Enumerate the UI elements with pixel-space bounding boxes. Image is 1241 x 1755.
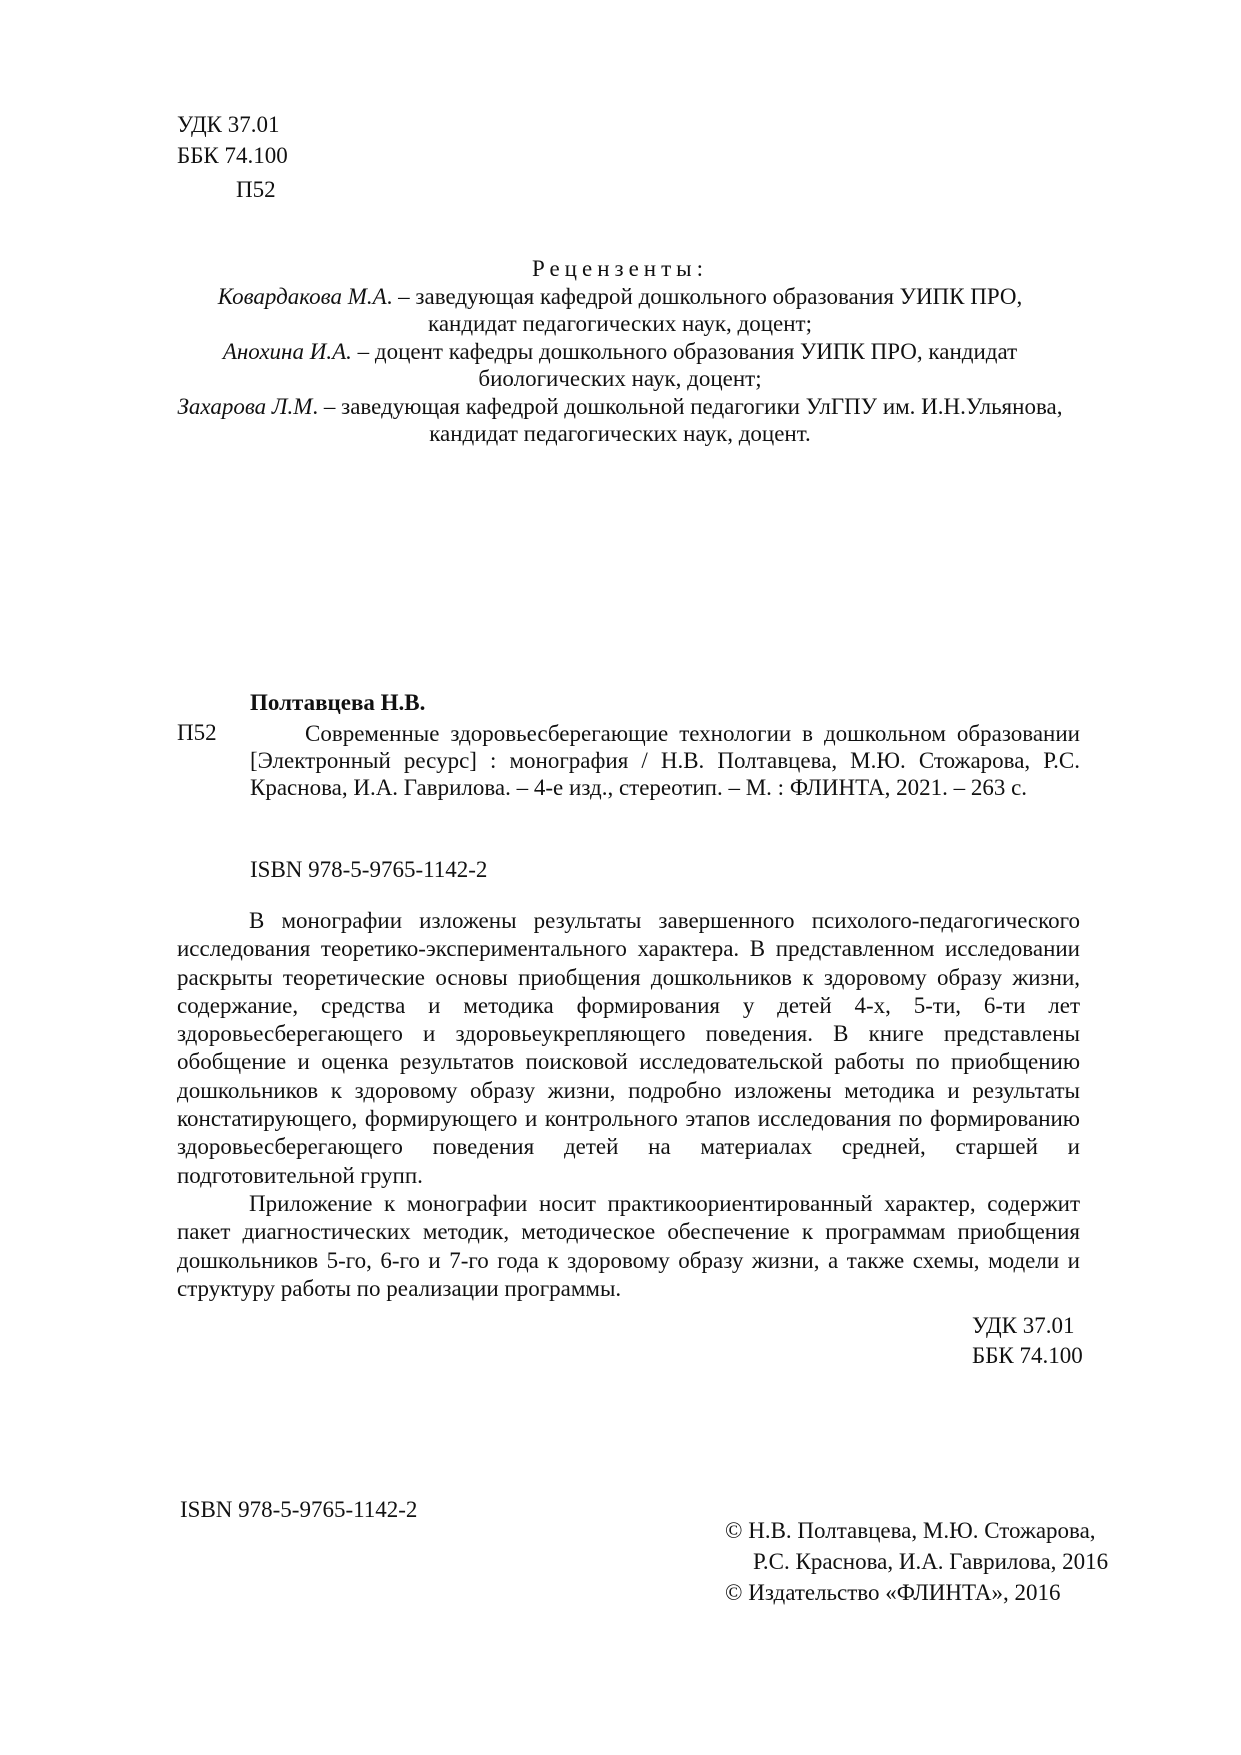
- annotation: [177, 907, 1080, 1303]
- reviewer-1-line: Ковардакова М.А. – заведующая кафедрой дошкольного образования УИПК ПРО,: [217, 283, 1023, 309]
- book-description: Современные здоровьесберегающие технологии в дошкольном образовании [Электронный ресурс] : монография / Н.В. Полтавцева, М.Ю. Стожарова, Р.С. Краснова, И.А. Гаврилова. – 4-е изд., стереотип. – М. : ФЛИНТА, 2021. – 263 с.: [250, 721, 1080, 800]
- reviewer-3-name: Захарова Л.М: [177, 393, 313, 419]
- reviewer-2-position: – доцент кафедры дошкольного образования УИПК ПРО, кандидат: [351, 338, 1018, 364]
- reviewers-heading: Рецензенты:: [531, 256, 709, 281]
- copyright-authors-cont: Р.С. Краснова, И.А. Гаврилова, 2016: [753, 1549, 1109, 1574]
- reviewer-1-position: – заведующая кафедрой дошкольного образования УИПК ПРО,: [392, 283, 1023, 309]
- author-sign-code: П52: [236, 177, 276, 202]
- book-sign-code: П52: [177, 720, 217, 745]
- footer-bbk-code: ББК 74.100: [972, 1343, 1083, 1368]
- reviewer-1-degree: кандидат педагогических наук, доцент;: [428, 311, 812, 336]
- copyright-publisher: © Издательство «ФЛИНТА», 2016: [725, 1580, 1061, 1605]
- book-author: Полтавцева Н.В.: [250, 690, 426, 715]
- reviewer-2-line: [160, 338, 1080, 366]
- annotation-paragraph-2: Приложение к монографии носит практикоориентированный характер, содержит пакет диагностических методик, методическое обеспечение к программам приобщения дошкольников 5-го, 6-го и 7-го года к здоровому образу жизни, а также схемы, модели и структуру работы по реализации программы.: [177, 1190, 1080, 1301]
- reviewers-block: [160, 255, 1080, 448]
- reviewer-3-line: Захарова Л.М. – заведующая кафедрой дошкольной педагогики УлГПУ им. И.Н.Ульянова,: [177, 393, 1063, 419]
- reviewer-1-name: Ковардакова М.А: [217, 283, 387, 309]
- copyright-authors: © Н.В. Полтавцева, М.Ю. Стожарова,: [725, 1518, 1096, 1543]
- footer-udk-code: УДК 37.01: [972, 1313, 1075, 1338]
- reviewer-3-degree: кандидат педагогических наук, доцент.: [429, 421, 811, 446]
- book-isbn: ISBN 978-5-9765-1142-2: [250, 857, 488, 882]
- reviewer-3-position: – заведующая кафедрой дошкольной педагогики УлГПУ им. И.Н.Ульянова,: [318, 393, 1063, 419]
- reviewer-2-name: Анохина И.А.: [222, 338, 352, 364]
- reviewer-2-degree: биологических наук, доцент;: [478, 366, 762, 391]
- bibliographic-description: [250, 720, 1080, 801]
- bbk-code: ББК 74.100: [177, 143, 288, 168]
- copyright-block: [725, 1515, 1108, 1608]
- footer-isbn: ISBN 978-5-9765-1142-2: [180, 1497, 418, 1522]
- annotation-paragraph-1: В монографии изложены результаты завершенного психолого-педагогического исследования теоретико-экспериментального характера. В представленном исследовании раскрыты теоретические основы приобщения дошкольников к здоровому образу жизни, содержание, средства и методика формирования у детей 4-х, 5-ти, 6-ти лет здоровьесберегающего и здоровьеукрепляющего поведения. В книге представлены обобщение и оценка результатов поисковой исследовательской работы по приобщению дошкольников к здоровому образу жизни, подробно изложены методика и результаты констатирующего, формирующего и контрольного этапов исследования по формированию здоровьесберегающего поведения детей на материалах средней, старшей и подготовительной групп.: [177, 908, 1080, 1188]
- udk-code: УДК 37.01: [177, 112, 280, 137]
